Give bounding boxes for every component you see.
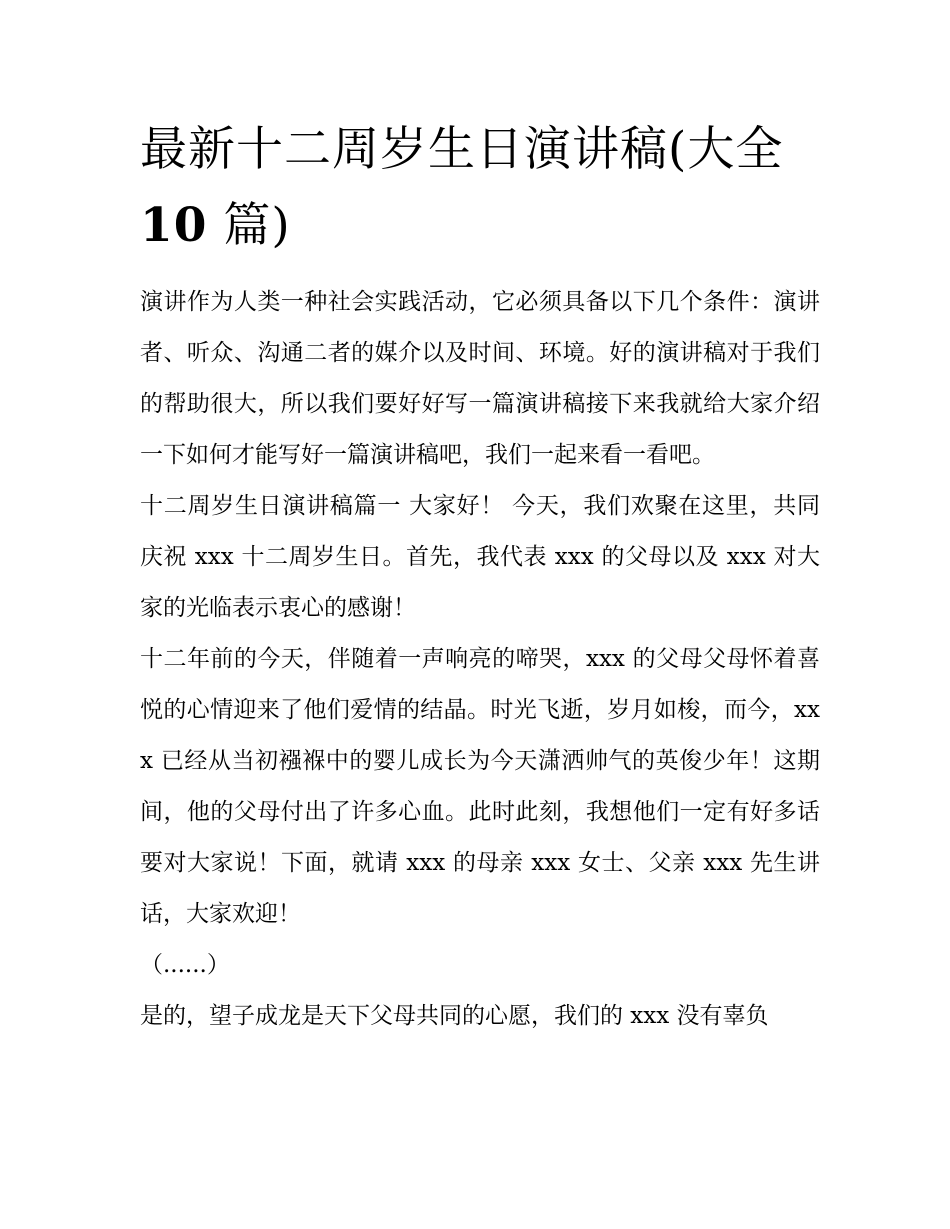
title-number: 10 [140, 198, 208, 253]
closing-paragraph: 是的，望子成龙是天下父母共同的心愿，我们的 xxx 没有辜负 [140, 1003, 769, 1029]
speech-opening-paragraph: 十二周岁生日演讲稿篇一 大家好！ 今天，我们欢聚在这里，共同庆祝 xxx 十二周岁生日。首先，我代表 xxx 的父母以及 xxx 对大家的光临表示衷心的感谢！ [140, 493, 820, 621]
ellipsis-paragraph: （......） [140, 952, 230, 978]
title-tail: 篇) [207, 198, 291, 253]
document-body [140, 277, 820, 1042]
speech-story-paragraph: 十二年前的今天，伴随着一声响亮的啼哭，xxx 的父母父母怀着喜悦的心情迎来了他们爱情的结晶。时光飞逝，岁月如梭，而今，xxx 已经从当初襁褓中的婴儿成长为今天潇洒帅气的英俊少年！这期间，他的父母付出了许多心血。此时此刻，我想他们一定有好多话要对大家说！下面，就请 xxx 的母亲 xxx 女士、父亲 xxx 先生讲话，大家欢迎！ [140, 646, 820, 927]
title-main: 最新十二周岁生日演讲稿(大全 [140, 122, 784, 177]
document-title [140, 112, 820, 264]
intro-paragraph: 演讲作为人类一种社会实践活动，它必须具备以下几个条件：演讲者、听众、沟通二者的媒介以及时间、环境。好的演讲稿对于我们的帮助很大，所以我们要好好写一篇演讲稿接下来我就给大家介绍一下如何才能写好一篇演讲稿吧，我们一起来看一看吧。 [140, 289, 820, 468]
